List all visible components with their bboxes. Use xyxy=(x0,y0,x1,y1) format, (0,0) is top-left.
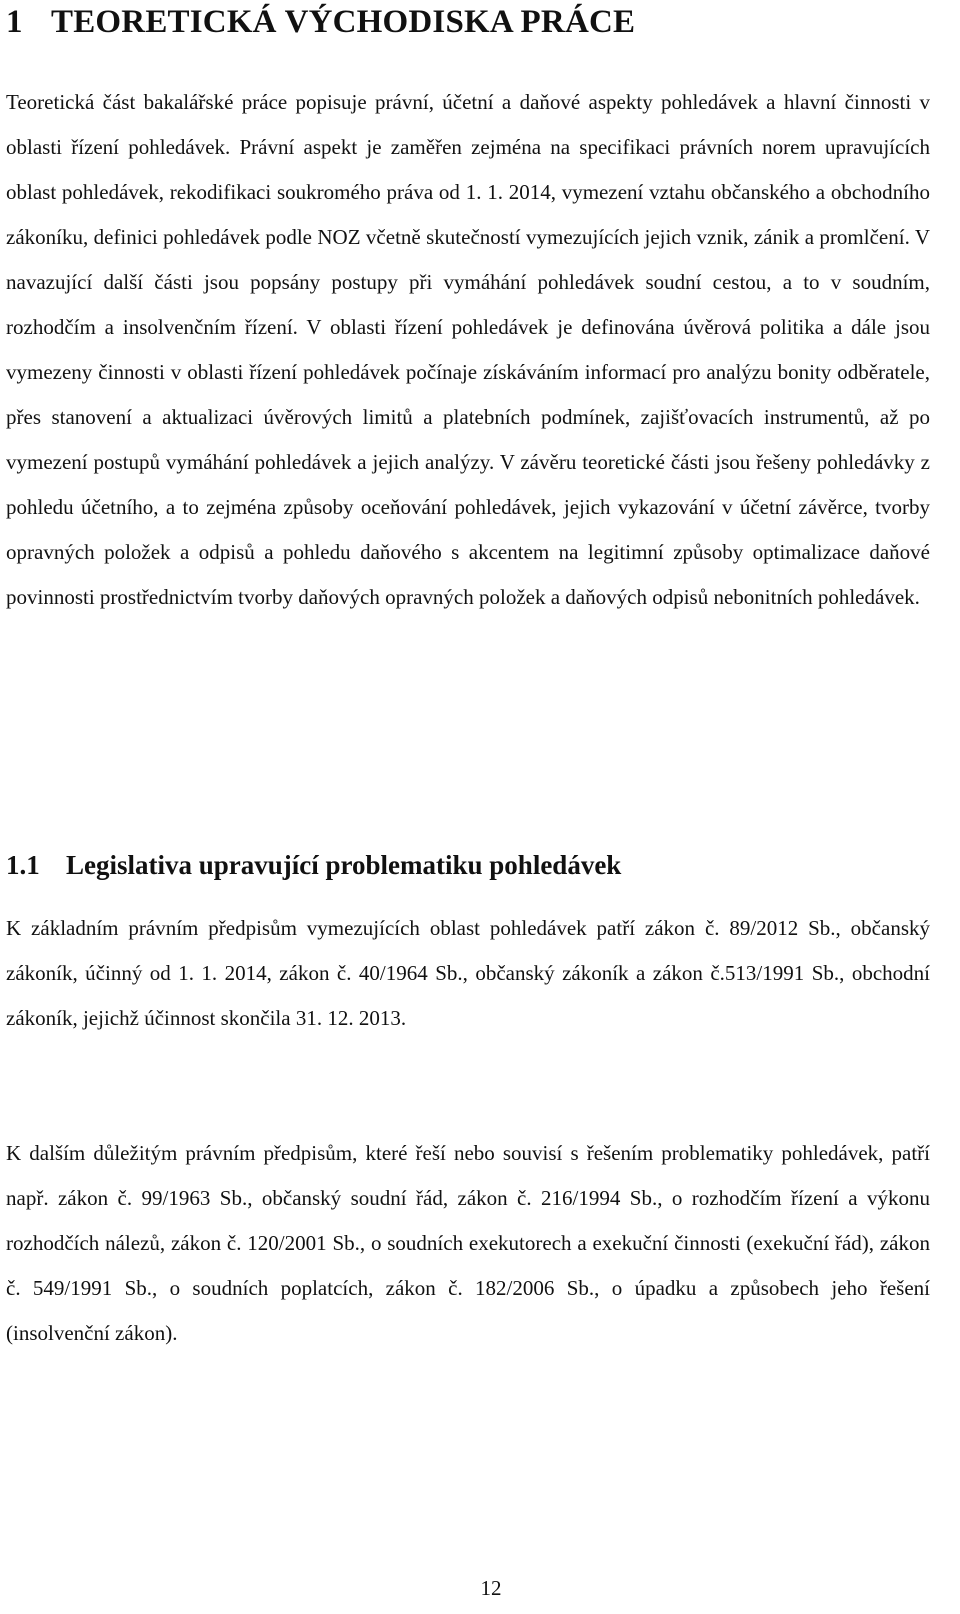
intro-paragraph: Teoretická část bakalářské práce popisuje právní, účetní a daňové aspekty pohledávek a hlavní činnosti v oblasti řízení pohledávek. Právní aspekt je zaměřen zejména na specifikaci právních norem upravujících oblast pohledávek, rekodifikaci soukromého práva od 1. 1. 2014, vymezení vztahu občanského a obchodního zákoníku, definici pohledávek podle NOZ včetně skutečností vymezujících jejich vznik, zánik a promlčení. V navazující další části jsou popsány postupy při vymáhání pohledávek soudní cestou, a to v soudním, rozhodčím a insolvenčním řízení. V oblasti řízení pohledávek je definována úvěrová politika a dále jsou vymezeny činnosti v oblasti řízení pohledávek počínaje získáváním informací pro analýzu bonity odběratele, přes stanovení a aktualizaci úvěrových limitů a platebních podmínek, zajišťovacích instrumentů, až po vymezení postupů vymáhání pohledávek a jejich analýzy. V závěru teoretické části jsou řešeny pohledávky z pohledu účetního, a to zejména způsoby oceňování pohledávek, jejich vykazování v účetní závěrce, tvorby opravných položek a odpisů a pohledu daňového s akcentem na legitimní způsoby optimalizace daňové povinnosti prostřednictvím tvorby daňových opravných položek a daňových odpisů nebonitních pohledávek. xyxy=(6,90,930,609)
section-number: 1.1 xyxy=(6,850,40,880)
legislation-paragraph-1: K základním právním předpisům vymezujících oblast pohledávek patří zákon č. 89/2012 Sb., občanský zákoník, účinný od 1. 1. 2014, zákon č. 40/1964 Sb., občanský zákoník a zákon č.513/1991 Sb., obchodní zákoník, jejichž účinnost skončila 31. 12. 2013. xyxy=(6,916,930,1030)
chapter-heading xyxy=(6,2,635,42)
chapter-number: 1 xyxy=(6,4,23,40)
page-footer xyxy=(6,1574,930,1602)
legislation-paragraph-2: K dalším důležitým právním předpisům, které řeší nebo souvisí s řešením problematiky pohledávek, patří např. zákon č. 99/1963 Sb., občanský soudní řád, zákon č. 216/1994 Sb., o rozhodčím řízení a výkonu rozhodčích nálezů, zákon č. 120/2001 Sb., o soudních exekutorech a exekuční činnosti (exekuční řád), zákon č. 549/1991 Sb., o soudních poplatcích, zákon č. 182/2006 Sb., o úpadku a způsobech jeho řešení (insolvenční zákon). xyxy=(6,1141,930,1345)
page-number: 12 xyxy=(480,1576,502,1600)
chapter-title: TEORETICKÁ VÝCHODISKA PRÁCE xyxy=(51,4,636,40)
document-page xyxy=(6,0,930,1614)
section-title: Legislativa upravující problematiku pohledávek xyxy=(66,850,622,880)
section-heading xyxy=(6,847,621,883)
